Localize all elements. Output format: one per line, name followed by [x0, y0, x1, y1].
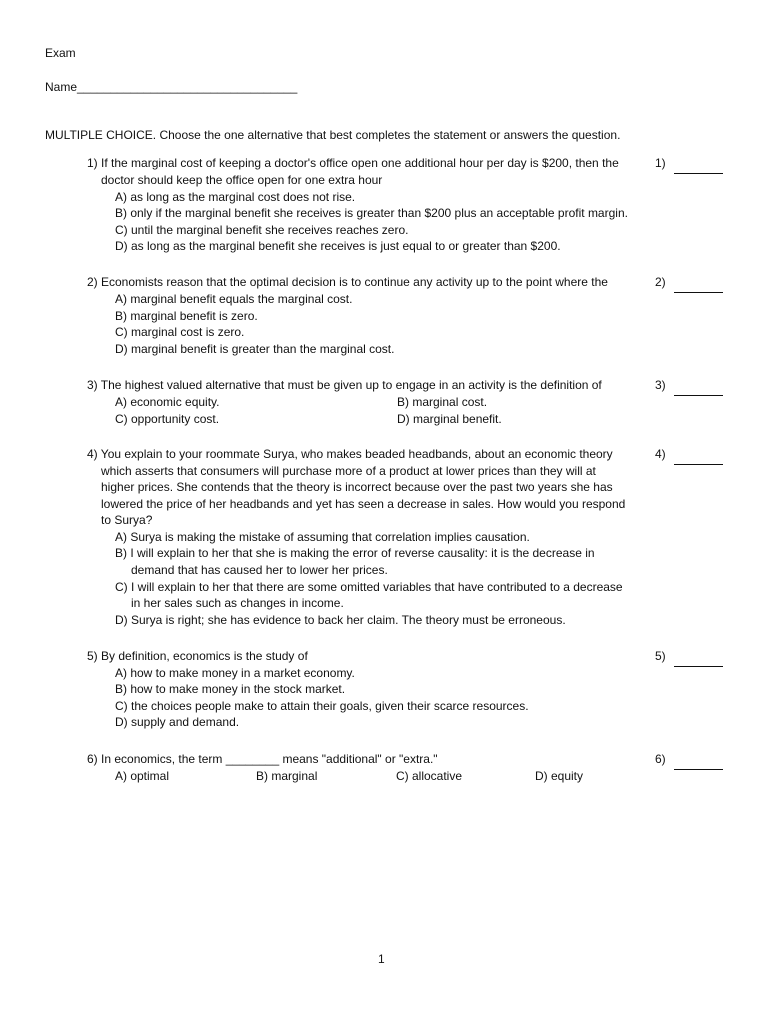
answer-number: 4) — [655, 447, 666, 461]
answer-option-a: A) as long as the marginal cost does not rise. — [115, 190, 356, 204]
answer-number: 6) — [655, 752, 666, 766]
answer-option-c: C) allocative — [396, 769, 463, 783]
section-instructions: MULTIPLE CHOICE. Choose the one alternative that best completes the statement or answers the question. — [45, 128, 621, 142]
answer-blank[interactable] — [674, 292, 723, 293]
exam-label: Exam — [45, 46, 76, 60]
answer-option-c-continued: in her sales such as changes in income. — [131, 596, 344, 610]
answer-option-c: C) until the marginal benefit she receives reaches zero. — [115, 223, 409, 237]
page-number: 1 — [378, 952, 385, 966]
answer-option-b: B) marginal benefit is zero. — [115, 309, 258, 323]
answer-option-b: B) marginal — [256, 769, 318, 783]
question-stem-line: 4) You explain to your roommate Surya, who makes beaded headbands, about an economic theory — [87, 447, 613, 461]
answer-option-c: C) the choices people make to attain their goals, given their scarce resources. — [115, 699, 529, 713]
question-stem-line: higher prices. She contends that the theory is incorrect because over the past two years she has — [101, 480, 613, 494]
answer-blank[interactable] — [674, 464, 723, 465]
answer-option-c: C) opportunity cost. — [115, 412, 220, 426]
answer-blank[interactable] — [674, 666, 723, 667]
name-field: Name_________________________________ — [45, 80, 298, 94]
answer-option-a: A) economic equity. — [115, 395, 220, 409]
answer-option-b: B) only if the marginal benefit she receives is greater than $200 plus an acceptable profit margin. — [115, 206, 628, 220]
answer-option-b: B) how to make money in the stock market. — [115, 682, 346, 696]
answer-number: 5) — [655, 649, 666, 663]
question-stem-line: 5) By definition, economics is the study of — [87, 649, 308, 663]
answer-option-a: A) how to make money in a market economy. — [115, 666, 355, 680]
question-stem-line: doctor should keep the office open for one extra hour — [101, 173, 383, 187]
answer-option-b-continued: demand that has caused her to lower her prices. — [131, 563, 388, 577]
answer-blank[interactable] — [674, 173, 723, 174]
answer-option-d: D) marginal benefit. — [397, 412, 502, 426]
answer-number: 3) — [655, 378, 666, 392]
answer-option-b: B) I will explain to her that she is making the error of reverse causality: it is the decrease in — [115, 546, 595, 560]
answer-blank[interactable] — [674, 769, 723, 770]
answer-option-c: C) marginal cost is zero. — [115, 325, 245, 339]
answer-option-a: A) Surya is making the mistake of assuming that correlation implies causation. — [115, 530, 530, 544]
question-stem-line: which asserts that consumers will purchase more of a product at lower prices than they will at — [101, 464, 596, 478]
answer-option-a: A) marginal benefit equals the marginal cost. — [115, 292, 353, 306]
question-stem-line: 6) In economics, the term ________ means "additional" or "extra." — [87, 752, 438, 766]
answer-option-d: D) marginal benefit is greater than the marginal cost. — [115, 342, 395, 356]
answer-option-b: B) marginal cost. — [397, 395, 488, 409]
answer-option-d: D) as long as the marginal benefit she receives is just equal to or greater than $200. — [115, 239, 561, 253]
answer-option-a: A) optimal — [115, 769, 170, 783]
question-stem-line: to Surya? — [101, 513, 153, 527]
question-stem-line: 3) The highest valued alternative that must be given up to engage in an activity is the definition of — [87, 378, 602, 392]
answer-blank[interactable] — [674, 395, 723, 396]
question-stem-line: 1) If the marginal cost of keeping a doctor's office open one additional hour per day is $200, then the — [87, 156, 619, 170]
answer-option-d: D) equity — [535, 769, 584, 783]
answer-option-d: D) supply and demand. — [115, 715, 240, 729]
answer-number: 2) — [655, 275, 666, 289]
answer-option-d: D) Surya is right; she has evidence to back her claim. The theory must be erroneous. — [115, 613, 566, 627]
question-stem-line: lowered the price of her headbands and yet has seen a decrease in sales. How would you respond — [101, 497, 626, 511]
answer-option-c: C) I will explain to her that there are some omitted variables that have contributed to a decrease — [115, 580, 623, 594]
answer-number: 1) — [655, 156, 666, 170]
question-stem-line: 2) Economists reason that the optimal decision is to continue any activity up to the point where the — [87, 275, 608, 289]
